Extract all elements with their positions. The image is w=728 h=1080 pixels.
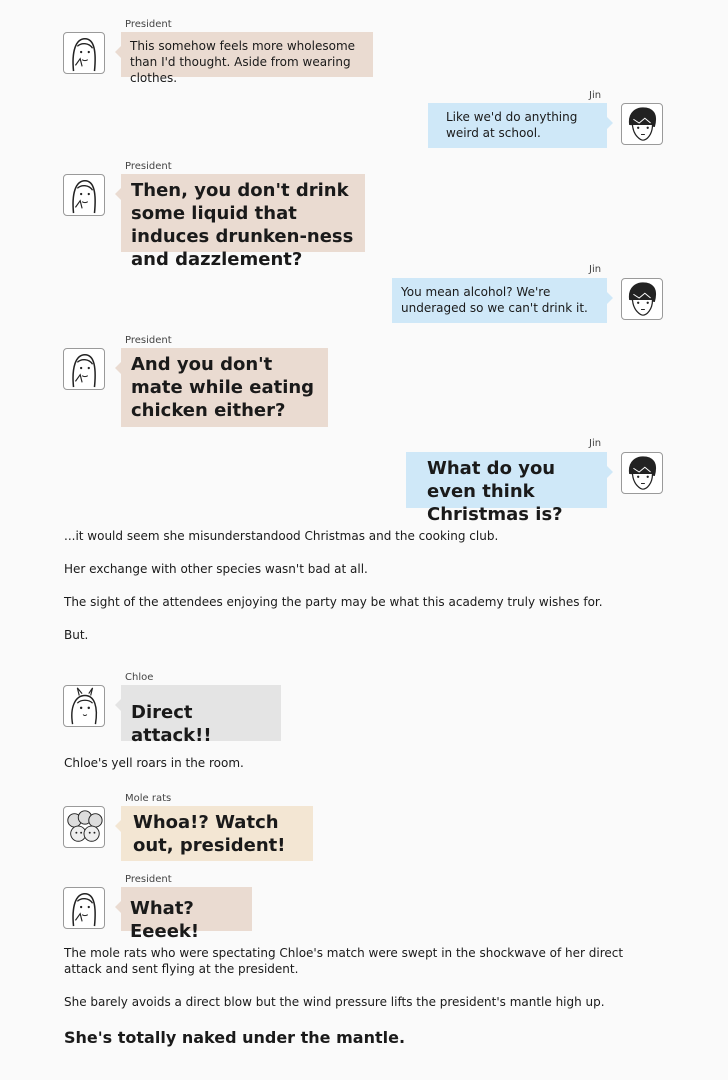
jin-avatar-icon bbox=[621, 103, 663, 145]
narration-text: Her exchange with other species wasn't bad at all. bbox=[64, 562, 368, 576]
president-avatar-icon bbox=[63, 887, 105, 929]
narration-text: Chloe's yell roars in the room. bbox=[64, 756, 244, 770]
president-avatar-icon bbox=[63, 32, 105, 74]
narration-text: She barely avoids a direct blow but the wind pressure lifts the president's mantle high up. bbox=[64, 995, 605, 1009]
speaker-name: President bbox=[125, 874, 172, 885]
message-text: Whoa!? Watch out, president! bbox=[133, 812, 286, 856]
jin-avatar-icon bbox=[621, 452, 663, 494]
message-bubble bbox=[121, 32, 373, 85]
speaker-name: Jin bbox=[589, 264, 602, 275]
chloe-avatar-icon bbox=[63, 685, 105, 727]
narration-emphasis-text: She's totally naked under the mantle. bbox=[64, 1028, 406, 1047]
message-bubble bbox=[406, 452, 607, 525]
speaker-name: Mole rats bbox=[125, 793, 172, 804]
message-text: This somehow feels more wholesome than I'd thought. Aside from wearing clothes. bbox=[130, 39, 356, 85]
message-text: What do you even think Christmas is? bbox=[427, 458, 563, 525]
message-bubble bbox=[121, 685, 281, 746]
message-bubble bbox=[121, 174, 365, 270]
narration-text: But. bbox=[64, 628, 89, 642]
message-text: And you don't mate while eating chicken either? bbox=[131, 354, 315, 421]
message-text: Like we'd do anything weird at school. bbox=[446, 110, 578, 140]
speaker-name: President bbox=[125, 335, 172, 346]
message-bubble bbox=[428, 103, 607, 148]
message-bubble bbox=[392, 278, 607, 323]
message-text: You mean alcohol? We're underaged so we can't drink it. bbox=[401, 285, 588, 315]
mole-rats-avatar-icon bbox=[63, 806, 105, 848]
president-avatar-icon bbox=[63, 174, 105, 216]
president-avatar-icon bbox=[63, 348, 105, 390]
speaker-name: Jin bbox=[589, 90, 602, 101]
speaker-name: President bbox=[125, 161, 172, 172]
speaker-name: President bbox=[125, 19, 172, 30]
message-text: What? Eeeek! bbox=[130, 898, 200, 942]
jin-avatar-icon bbox=[621, 278, 663, 320]
message-bubble bbox=[121, 806, 313, 861]
narration-text: The mole rats who were spectating Chloe's match were swept in the shockwave of her direct attack and sent flying at the president. bbox=[64, 946, 624, 976]
message-text: Direct attack!! bbox=[131, 702, 212, 746]
speaker-name: Chloe bbox=[125, 672, 154, 683]
message-bubble bbox=[121, 887, 252, 942]
message-text: Then, you don't drink some liquid that induces drunken-ness and dazzlement? bbox=[131, 180, 354, 270]
message-bubble bbox=[121, 348, 328, 427]
speaker-name: Jin bbox=[589, 438, 602, 449]
narration-text: The sight of the attendees enjoying the party may be what this academy truly wishes for. bbox=[64, 595, 603, 609]
narration-text: ...it would seem she misunderstandood Christmas and the cooking club. bbox=[64, 529, 499, 543]
